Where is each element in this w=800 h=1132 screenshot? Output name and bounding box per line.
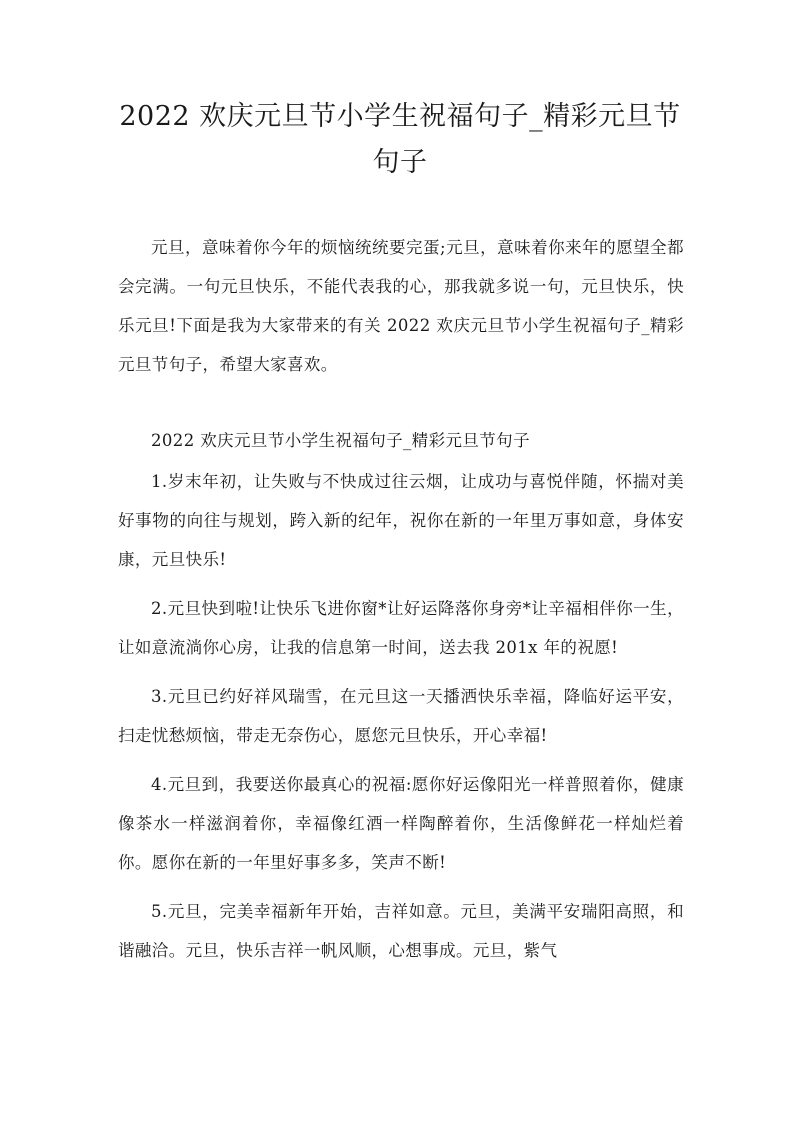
document-title: 2022 欢庆元旦节小学生祝福句子_精彩元旦节句子 — [119, 101, 681, 178]
intro-paragraph: 元旦，意味着你今年的烦恼统统要完蛋;元旦，意味着你来年的愿望全都会完满。一句元旦快乐，不能代表我的心，那我就多说一句，元旦快乐，快乐元旦!下面是我为大家带来的有关 2022 欢庆元旦节小学生祝福句子_精彩元旦节句子，希望大家喜欢。 — [118, 238, 684, 374]
document-body — [118, 228, 684, 980]
blessing-item-5: 5.元旦，完美幸福新年开始，吉祥如意。元旦，美满平安瑞阳高照，和谐融洽。元旦，快乐吉祥一帆风顺，心想事成。元旦，紫气 — [118, 902, 684, 960]
section-subheading: 2022 欢庆元旦节小学生祝福句子_精彩元旦节句子 — [151, 431, 530, 450]
blessing-item-4: 4.元旦到，我要送你最真心的祝福:愿你好运像阳光一样普照着你，健康像茶水一样滋润着你，幸福像红酒一样陶醉着你，生活像鲜花一样灿烂着你。愿你在新的一年里好事多多，笑声不断! — [118, 775, 684, 872]
blessing-item-3: 3.元旦已约好祥风瑞雪，在元旦这一天播洒快乐幸福，降临好运平安，扫走忧愁烦恼，带走无奈伤心，愿您元旦快乐，开心幸福! — [118, 687, 684, 745]
blessing-item-2: 2.元旦快到啦!让快乐飞进你窗*让好运降落你身旁*让辛福相伴你一生，让如意流淌你心房，让我的信息第一时间，送去我 201x 年的祝愿! — [118, 599, 684, 657]
blessing-item-1: 1.岁末年初，让失败与不快成过往云烟，让成功与喜悦伴随，怀揣对美好事物的向往与规划，跨入新的纪年，祝你在新的一年里万事如意，身体安康，元旦快乐! — [118, 472, 684, 569]
